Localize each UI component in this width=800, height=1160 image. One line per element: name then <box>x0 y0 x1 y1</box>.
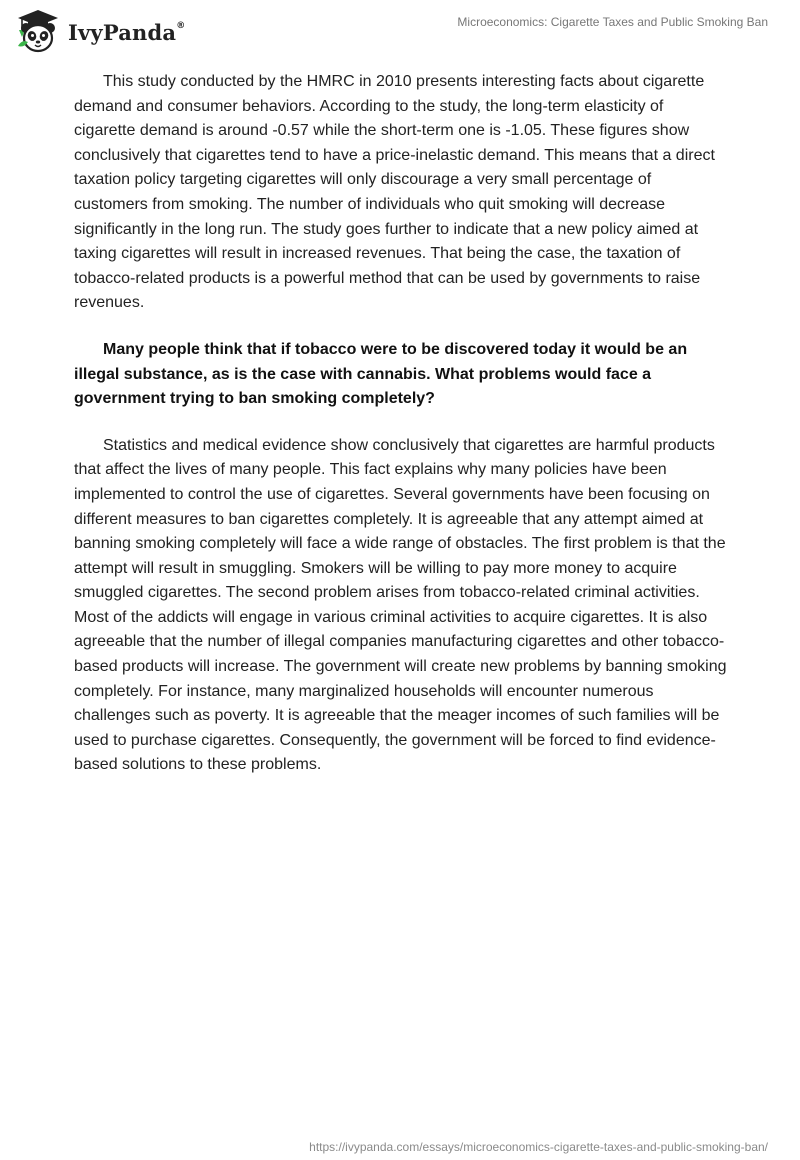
page-header <box>0 0 800 60</box>
ivypanda-logo[interactable] <box>14 8 185 54</box>
paragraph: Statistics and medical evidence show conclusively that cigarettes are harmful products that affect the lives of many people. This fact explains why many policies have been implemented to control the use of cigarettes. Several governments have been focusing on different measures to ban cigarettes completely. It is agreeable that any attempt aimed at banning smoking completely will face a wide range of obstacles. The first problem is that the attempt will result in smuggling. Smokers will be willing to pay more money to acquire smuggled cigarettes. The second problem arises from tobacco-related criminal activities. Most of the addicts will engage in various criminal activities to acquire cigarettes. It is also agreeable that the number of illegal companies manufacturing cigarettes and other tobacco-based products will increase. The government will create new problems by banning smoking completely. For instance, many marginalized households will encounter numerous challenges such as poverty. It is agreeable that the meager incomes of such families will be used to purchase cigarettes. Consequently, the government will be forced to find evidence-based solutions to these problems. <box>74 436 727 774</box>
registered-mark: ® <box>176 20 186 31</box>
logo-wordmark <box>68 20 185 45</box>
panda-graduate-icon <box>14 8 62 54</box>
running-title: Microeconomics: Cigarette Taxes and Public Smoking Ban <box>457 15 768 29</box>
source-url[interactable]: https://ivypanda.com/essays/microeconomics-cigarette-taxes-and-public-smoking-ban/ <box>309 1140 768 1154</box>
question-heading: Many people think that if tobacco were to be discovered today it would be an illegal substance, as is the case with cannabis. What problems would face a government trying to ban smoking completely? <box>74 340 688 408</box>
logo-text: IvyPanda <box>68 19 177 45</box>
paragraph: This study conducted by the HMRC in 2010 presents interesting facts about cigarette demand and consumer behaviors. According to the study, the long-term elasticity of cigarette demand is around -0.57 while the short-term one is -1.05. These figures show conclusively that cigarettes tend to have a price-inelastic demand. This means that a direct taxation policy targeting cigarettes will only discourage a very small percentage of customers from smoking. The number of individuals who quit smoking will decrease significantly in the long run. The study goes further to indicate that a new policy aimed at taxing cigarettes will result in increased revenues. That being the case, the taxation of tobacco-related products is a powerful method that can be used by governments to raise revenues. <box>74 73 715 312</box>
essay-body <box>74 70 728 800</box>
